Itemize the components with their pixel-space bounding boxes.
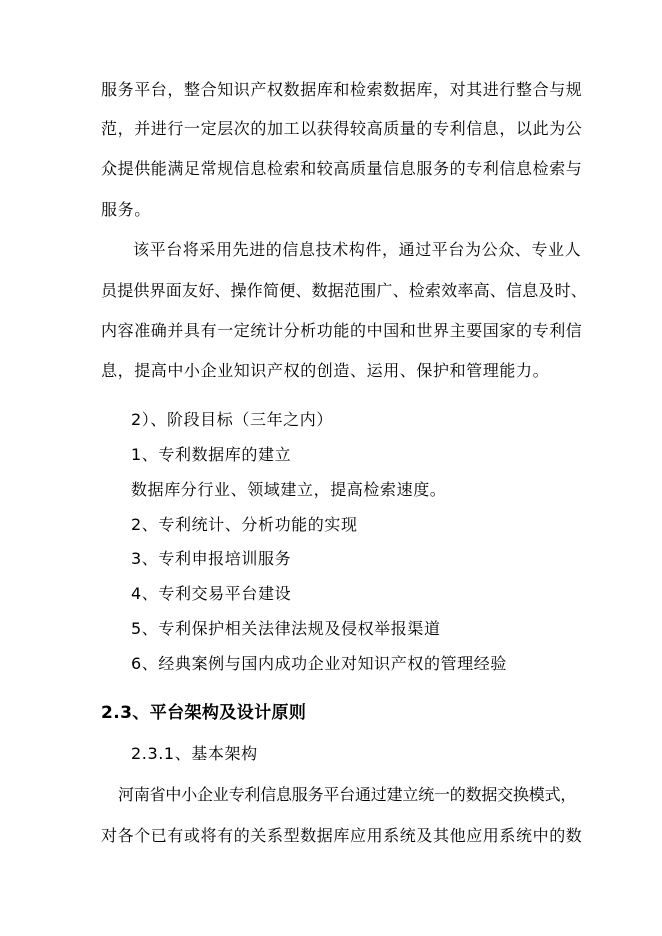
paragraph-3-line-1: 河南省中小企业专利信息服务平台通过建立统一的数据交换模式， <box>118 785 577 804</box>
goal-item-3: 3、专利申报培训服务 <box>131 549 292 568</box>
goal-item-1-detail: 数据库分行业、领域建立，提高检索速度。 <box>131 480 447 499</box>
paragraph-1-line-1: 服务平台，整合知识产权数据库和检索数据库，对其进行整合与规 <box>101 80 583 99</box>
paragraph-1-line-4: 服务。 <box>101 200 151 219</box>
goal-item-6: 6、经典案例与国内成功企业对知识产权的管理经验 <box>131 654 507 673</box>
section-subheading: 2.3.1、基本架构 <box>131 744 258 763</box>
goal-item-5: 5、专利保护相关法律法规及侵权举报渠道 <box>131 619 441 638</box>
goal-item-1: 1、专利数据库的建立 <box>131 445 292 464</box>
paragraph-2-line-4: 息，提高中小企业知识产权的创造、运用、保护和管理能力。 <box>101 361 550 380</box>
stage-goals-title: 2）、阶段目标（三年之内） <box>131 410 333 429</box>
paragraph-1-line-3: 众提供能满足常规信息检索和较高质量信息服务的专利信息检索与 <box>101 159 583 178</box>
goal-item-4: 4、专利交易平台建设 <box>131 584 292 603</box>
goal-item-2: 2、专利统计、分析功能的实现 <box>131 515 358 534</box>
paragraph-2-line-1: 该平台将采用先进的信息技术构件，通过平台为公众、专业人 <box>133 240 582 259</box>
paragraph-1-line-2: 范，并进行一定层次的加工以获得较高质量的专利信息，以此为公 <box>101 119 583 138</box>
paragraph-2-line-3: 内容准确并具有一定统计分析功能的中国和世界主要国家的专利信 <box>101 321 583 340</box>
section-heading: 2.3、平台架构及设计原则 <box>101 703 307 723</box>
paragraph-2-line-2: 员提供界面友好、操作简便、数据范围广、检索效率高、信息及时、 <box>101 281 588 300</box>
paragraph-3-line-2: 对各个已有或将有的关系型数据库应用系统及其他应用系统中的数 <box>101 826 583 845</box>
